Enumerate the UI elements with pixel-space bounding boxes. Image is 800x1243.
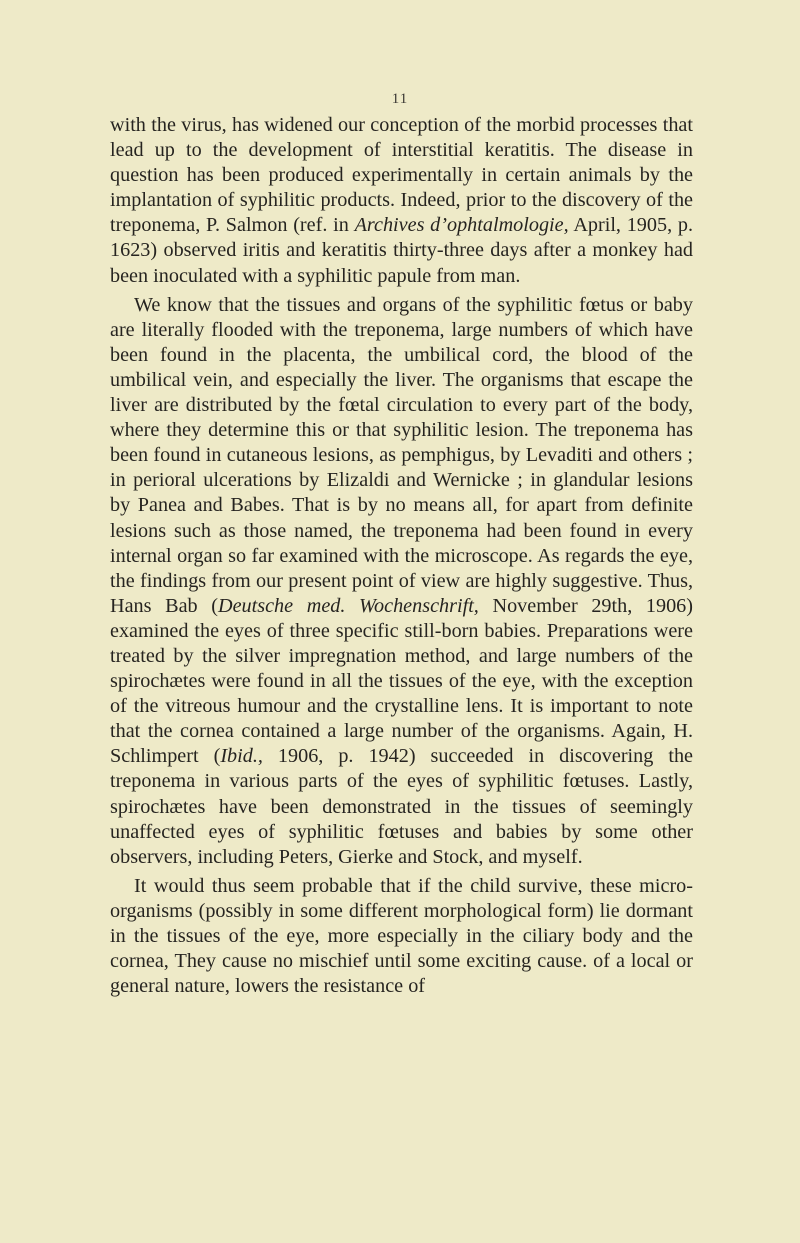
citation-ibid: Ibid., bbox=[220, 745, 263, 768]
text-run: with the virus, has widened our conception of the morbid processes that lead up to the development of interstitial keratitis. The disease in question has been produced experimentally in certain animals by the implantation of syphilitic products. Indeed, prior to the discovery of the treponema, P. Salmon (ref. in bbox=[110, 114, 693, 237]
page-number: 11 bbox=[391, 91, 409, 107]
paragraph-treponema-findings bbox=[110, 293, 693, 870]
text-run: 1906, p. 1942) succeeded in discovering the treponema in various parts of the eyes of syphilitic fœtuses. Lastly, spirochætes have been demonstrated in the tissues of seemingly unaffected eyes of syphilitic fœtuses and babies by some other observers, including Peters, Gierke and Stock, and myself. bbox=[110, 745, 694, 868]
body-text bbox=[110, 113, 693, 1003]
text-run: November 29th, 1906) examined the eyes of three specific still-born babies. Preparations were treated by the silver impregnation method, and large numbers of the spirochætes were found in all the tissues of the eye, with the exception of the vitreous humour and the crystalline lens. It is important to note that the cornea contained a large number of the organisms. Again, H. Schlimpert ( bbox=[110, 594, 693, 768]
journal-citation-archives: Archives d’ophtalmologie, bbox=[354, 214, 569, 237]
text-run: We know that the tissues and organs of the syphilitic fœtus or baby are literally flooded with the treponema, large numbers of which have been found in the placenta, the umbilical cord, the blood of the umbilical vein, and especially the liver. The organisms that escape the liver are distributed by the fœtal circulation to every part of the body, where they determine this or that syphilitic lesion. The treponema has been found in cutaneous lesions, as pemphigus, by Levaditi and others ; in perioral ulcerations by Elizaldi and Wernicke ; in glandular lesions by Panea and Babes. That is by no means all, for apart from definite lesions such as those named, the treponema had been found in every internal organ so far examined with the microscope. As regards the eye, the findings from our present point of view are highly suggestive. Thus, Hans Bab ( bbox=[110, 293, 693, 617]
text-run: It would thus seem probable that if the child survive, these micro-organisms (possibly in some different morphological form) lie dormant in the tissues of the eye, more especially in the ciliary body and the cornea, They cause no mischief until some exciting cause. of a local or general nature, lowers the resistance of bbox=[110, 874, 693, 998]
paragraph-continuation bbox=[110, 113, 693, 289]
paragraph-dormant-organisms bbox=[110, 874, 693, 999]
text-run: April, 1905, p. 1623) observed iritis and keratitis thirty-three days after a monkey had been inoculated with a syphilitic papule from man. bbox=[110, 214, 694, 287]
journal-citation-deutsche-med: Deutsche med. Wochenschrift, bbox=[218, 594, 479, 617]
